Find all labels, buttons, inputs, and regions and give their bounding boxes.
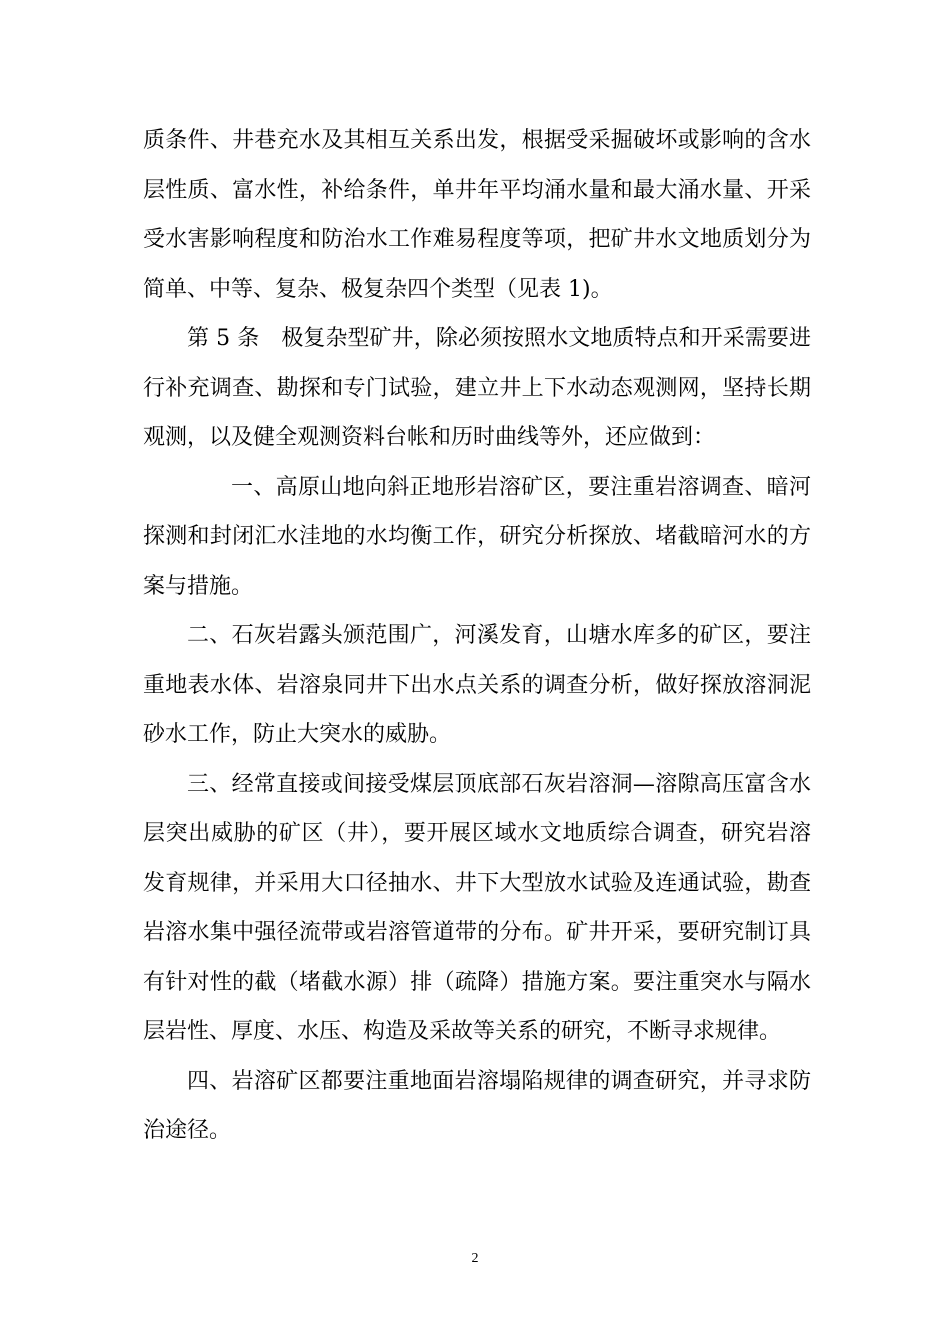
- paragraph-item-4: 四、岩溶矿区都要注重地面岩溶塌陷规律的调查研究，并寻求防治途径。: [143, 1068, 811, 1143]
- body-text: [143, 116, 811, 1156]
- page-number: 2: [471, 1251, 479, 1266]
- paragraph-item-1: 一、高原山地向斜正地形岩溶矿区，要注重岩溶调查、暗河探测和封闭汇水洼地的水均衡工作，研究分析探放、堵截暗河水的方案与措施。: [143, 474, 811, 599]
- paragraph-continuation: 质条件、井巷充水及其相互关系出发，根据受采掘破坏或影响的含水层性质、富水性，补给条件，单井年平均涌水量和最大涌水量、开采受水害影响程度和防治水工作难易程度等项，把矿井水文地质划分为简单、中等、复杂、极复杂四个类型（见表 1)。: [143, 128, 811, 302]
- paragraph-item-3: 三、经常直接或间接受煤层顶底部石灰岩溶洞—溶隙高压富含水层突出威胁的矿区（井），要开展区域水文地质综合调查，研究岩溶发育规律，并采用大口径抽水、井下大型放水试验及连通试验，勘查岩溶水集中强径流带或岩溶管道带的分布。矿井开采，要研究制订具有针对性的截（堵截水源）排（疏降）措施方案。要注重突水与隔水层岩性、厚度、水压、构造及采故等关系的研究，不断寻求规律。: [143, 771, 811, 1044]
- paragraph-item-2: 二、石灰岩露头颁范围广，河溪发育，山塘水库多的矿区，要注重地表水体、岩溶泉同井下出水点关系的调查分析，做好探放溶洞泥砂水工作，防止大突水的威胁。: [143, 623, 811, 747]
- paragraph-article-5: 第 5 条 极复杂型矿井，除必须按照水文地质特点和开采需要进行补充调查、勘探和专门试验，建立井上下水动态观测网，坚持长期观测，以及健全观测资料台帐和历时曲线等外，还应做到：: [143, 326, 811, 450]
